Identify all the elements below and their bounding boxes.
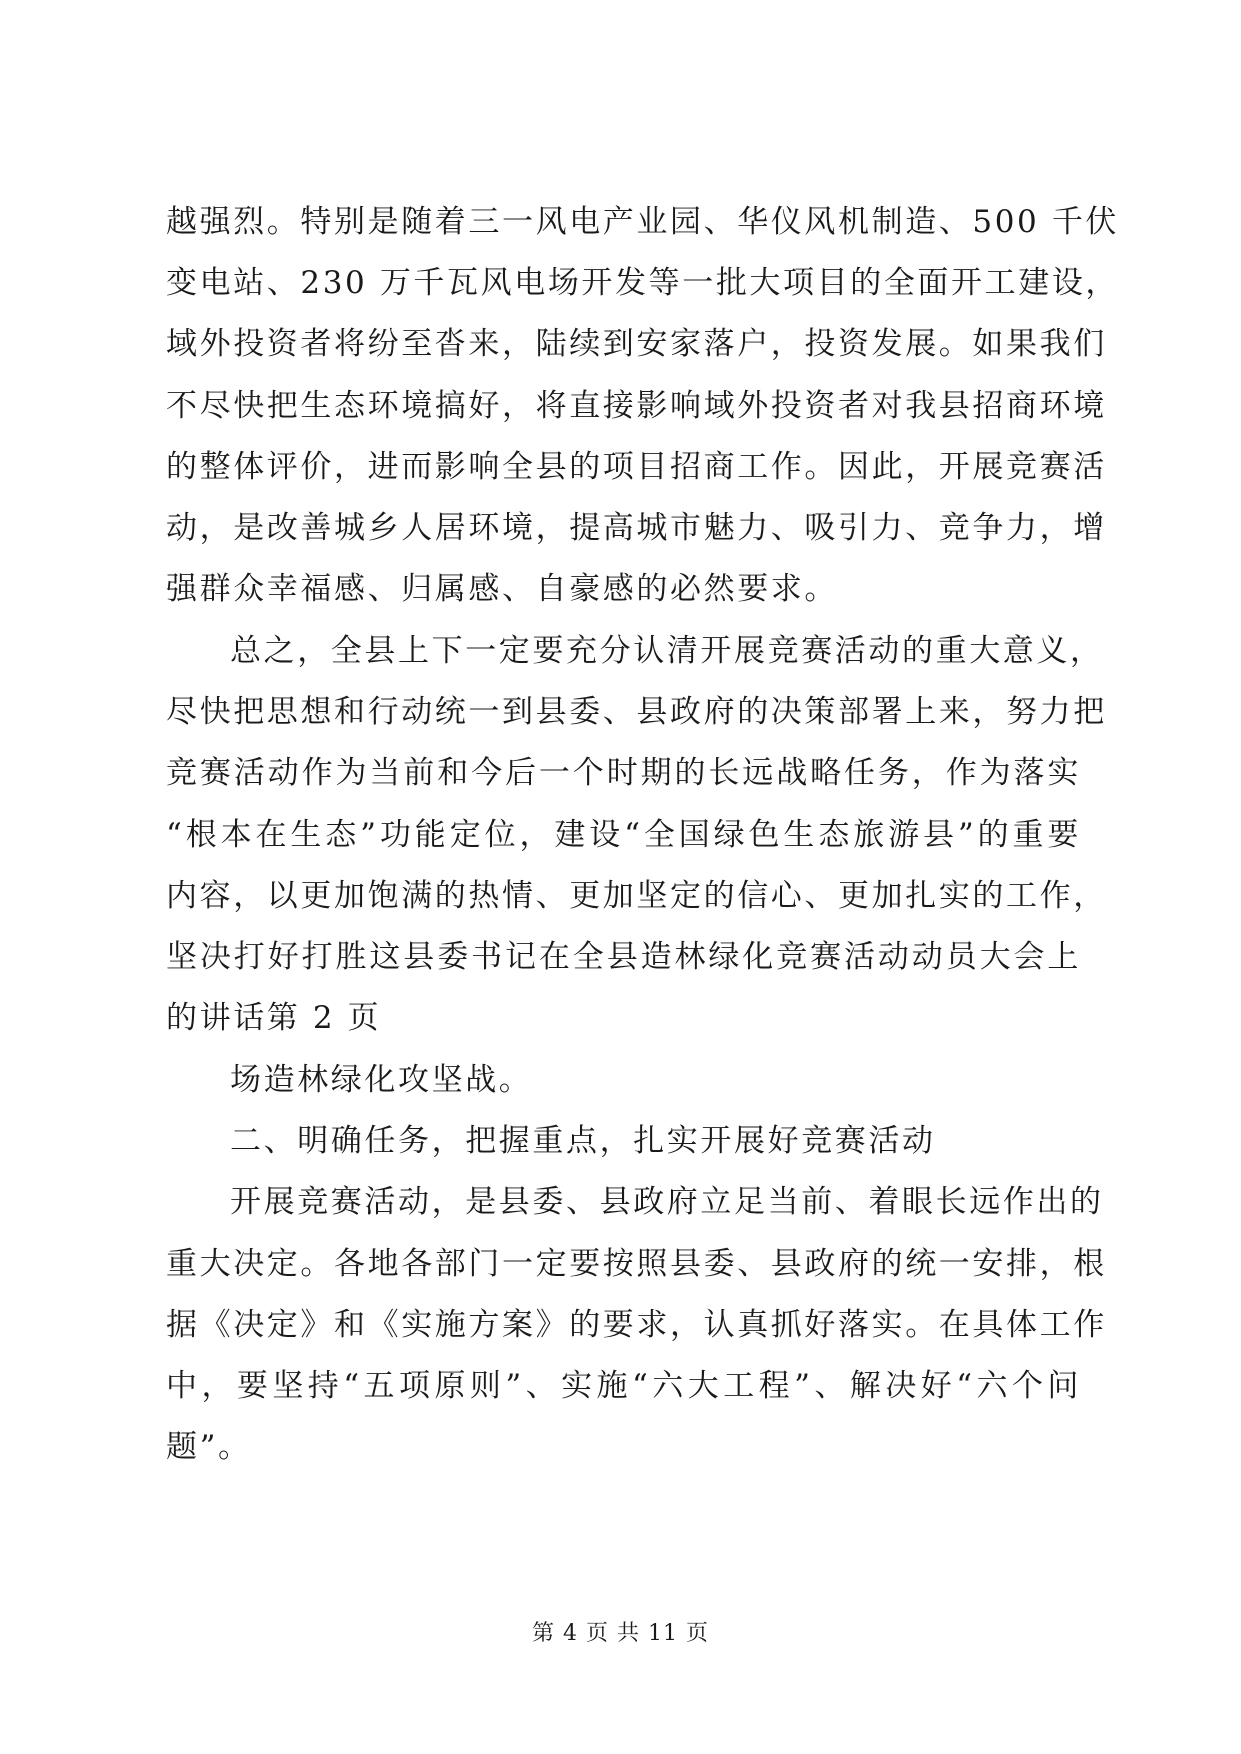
text-line: 的整体评价，进而影响全县的项目招商工作。因此，开展竞赛活: [166, 449, 1107, 485]
text-line: 域外投资者将纷至沓来，陆续到安家落户，投资发展。如果我们: [166, 326, 1107, 362]
text-line: 竞赛活动作为当前和今后一个时期的长远战略任务，作为落实: [166, 755, 1081, 791]
text-line: 强群众幸福感、归属感、自豪感的必然要求。: [166, 571, 838, 607]
paragraph-start-line: 开展竞赛活动，是县委、县政府立足当前、着眼长远作出的: [230, 1184, 1104, 1220]
paragraph-start-line: 场造林绿化攻坚战。: [230, 1062, 533, 1098]
text-line: “根本在生态”功能定位，建设“全国绿色生态旅游县”的重要: [166, 817, 1081, 853]
text-line: 变电站、230 万千瓦风电场开发等一批大项目的全面开工建设，: [166, 265, 1120, 301]
text-line: 动，是改善城乡人居环境，提高城市魅力、吸引力、竞争力，增: [166, 510, 1107, 546]
text-line: 中，要坚持“五项原则”、实施“六大工程”、解决好“六个问: [166, 1368, 1081, 1404]
text-line: 尽快把思想和行动统一到县委、县政府的决策部署上来，努力把: [166, 694, 1107, 730]
text-line: 内容，以更加饱满的热情、更加坚定的信心、更加扎实的工作，: [166, 878, 1107, 914]
text-line: 重大决定。各地各部门一定要按照县委、县政府的统一安排，根: [166, 1246, 1107, 1282]
section-heading: 二、明确任务，把握重点，扎实开展好竞赛活动: [230, 1123, 936, 1159]
text-line: 不尽快把生态环境搞好，将直接影响域外投资者对我县招商环境: [166, 388, 1107, 424]
text-line: 的讲话第 2 页: [166, 1000, 382, 1036]
text-line: 据《决定》和《实施方案》的要求，认真抓好落实。在具体工作: [166, 1307, 1107, 1343]
page-number-footer: 第 4 页 共 11 页: [532, 1621, 709, 1646]
text-line: 越强烈。特别是随着三一风电产业园、华仪风机制造、500 千伏: [166, 204, 1120, 240]
text-line: 题”。: [166, 1429, 252, 1465]
paragraph-start-line: 总之，全县上下一定要充分认清开展竞赛活动的重大意义，: [230, 633, 1104, 669]
text-line: 坚决打好打胜这县委书记在全县造林绿化竞赛活动动员大会上: [166, 939, 1081, 975]
